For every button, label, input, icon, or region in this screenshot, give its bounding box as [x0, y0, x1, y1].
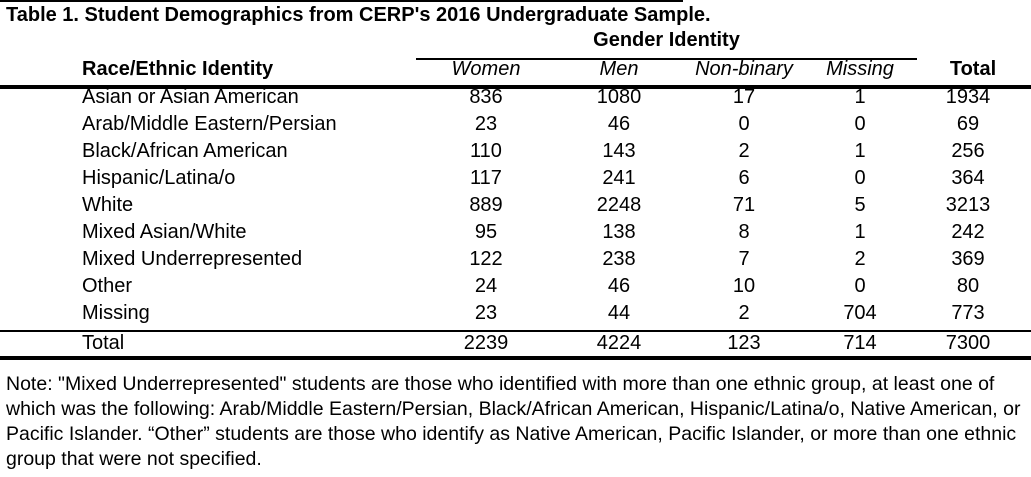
cell-men: 2248	[596, 194, 642, 216]
cell-missing: 0	[854, 167, 866, 189]
table-row	[0, 84, 1022, 111]
row-indent	[0, 300, 82, 327]
cell-missing: 1	[854, 86, 866, 108]
cell-nonbinary: 7	[738, 248, 750, 270]
cell-total: 364	[951, 167, 985, 189]
cell-nonbinary: 0	[738, 113, 750, 135]
table-row	[0, 111, 1022, 138]
column-header-men: Men	[599, 58, 639, 80]
cell-women: 117	[470, 167, 502, 189]
cell-total: 69	[956, 113, 980, 135]
cell-women: 836	[469, 86, 503, 108]
cell-women: 889	[469, 194, 503, 216]
table-title: Table 1. Student Demographics from CERP's 2016 Undergraduate Sample.	[6, 4, 711, 26]
cell-men: 4224	[596, 332, 642, 354]
cell-nonbinary: 8	[738, 221, 750, 243]
cell-men: 238	[602, 248, 636, 270]
cell-women: 24	[474, 275, 498, 297]
row-label: Mixed Asian/White	[82, 221, 247, 243]
total-separator-rule	[0, 330, 1031, 332]
table-row	[0, 165, 1022, 192]
cell-total: 242	[951, 221, 985, 243]
cell-women: 23	[474, 302, 498, 324]
row-indent	[0, 273, 82, 300]
row-label: Missing	[82, 302, 150, 324]
row-label: Black/African American	[82, 140, 288, 162]
row-label: Asian or Asian American	[82, 86, 299, 108]
cell-total: 7300	[945, 332, 991, 354]
cell-men: 44	[607, 302, 631, 324]
cell-nonbinary: 2	[738, 140, 750, 162]
column-header-race: Race/Ethnic Identity	[82, 58, 274, 80]
table-row	[0, 219, 1022, 246]
table-row	[0, 138, 1022, 165]
column-header-total: Total	[949, 58, 997, 80]
title-top-rule	[0, 0, 683, 2]
cell-men: 138	[602, 221, 636, 243]
cell-women: 110	[470, 140, 502, 162]
table-bottom-rule	[0, 356, 1031, 360]
column-header-missing: Missing	[826, 58, 894, 80]
row-indent	[0, 165, 82, 192]
cell-nonbinary: 2	[738, 302, 750, 324]
row-label: White	[82, 194, 134, 216]
cell-missing: 5	[854, 194, 866, 216]
cell-missing: 704	[843, 302, 877, 324]
cell-missing: 0	[854, 275, 866, 297]
row-label: Arab/Middle Eastern/Persian	[82, 113, 337, 135]
cell-missing: 2	[854, 248, 866, 270]
cell-missing: 1	[854, 140, 866, 162]
cell-men: 241	[602, 167, 636, 189]
table-row	[0, 192, 1022, 219]
cell-missing: 714	[843, 332, 877, 354]
cell-nonbinary: 6	[738, 167, 750, 189]
cell-total: 3213	[945, 194, 991, 216]
column-header-women: Women	[451, 58, 521, 80]
cell-women: 122	[469, 248, 503, 270]
row-label: Mixed Underrepresented	[82, 248, 303, 270]
cell-women: 2239	[463, 332, 509, 354]
cell-missing: 1	[854, 221, 866, 243]
row-indent	[0, 192, 82, 219]
cell-nonbinary: 10	[732, 275, 756, 297]
cell-total: 1934	[945, 86, 991, 108]
cell-men: 46	[607, 113, 631, 135]
cell-women: 23	[474, 113, 498, 135]
cell-men: 46	[607, 275, 631, 297]
cell-total: 773	[951, 302, 985, 324]
row-indent	[0, 84, 82, 111]
cell-missing: 0	[854, 113, 866, 135]
cell-total: 80	[956, 275, 980, 297]
cell-nonbinary: 17	[732, 86, 756, 108]
group-header-gender-identity: Gender Identity	[593, 29, 740, 51]
demographics-table	[0, 84, 1022, 358]
table-row	[0, 273, 1022, 300]
row-label: Hispanic/Latina/o	[82, 167, 236, 189]
column-header-nonbinary: Non-binary	[695, 58, 793, 80]
cell-nonbinary: 123	[727, 332, 761, 354]
table-row	[0, 300, 1022, 327]
row-label: Other	[82, 275, 133, 297]
cell-men: 143	[602, 140, 636, 162]
cell-nonbinary: 71	[732, 194, 756, 216]
cell-total: 369	[951, 248, 985, 270]
cell-men: 1080	[596, 86, 642, 108]
row-indent	[0, 111, 82, 138]
table-note: Note: "Mixed Underrepresented" students are those who identified with more than one ethnic group, at least one of which was the following: Arab/Middle Eastern/Persian, Black/African American, Hispanic/Latina/o, Native American, or Pacific Islander. “Other” students are those who identify as Native American, Pacific Islander, or more than one ethnic group that were not specified.	[6, 373, 1021, 470]
row-indent	[0, 138, 82, 165]
row-label: Total	[82, 332, 125, 354]
row-indent	[0, 219, 82, 246]
table-row	[0, 246, 1022, 273]
cell-total: 256	[951, 140, 985, 162]
cell-women: 95	[474, 221, 498, 243]
row-indent	[0, 246, 82, 273]
